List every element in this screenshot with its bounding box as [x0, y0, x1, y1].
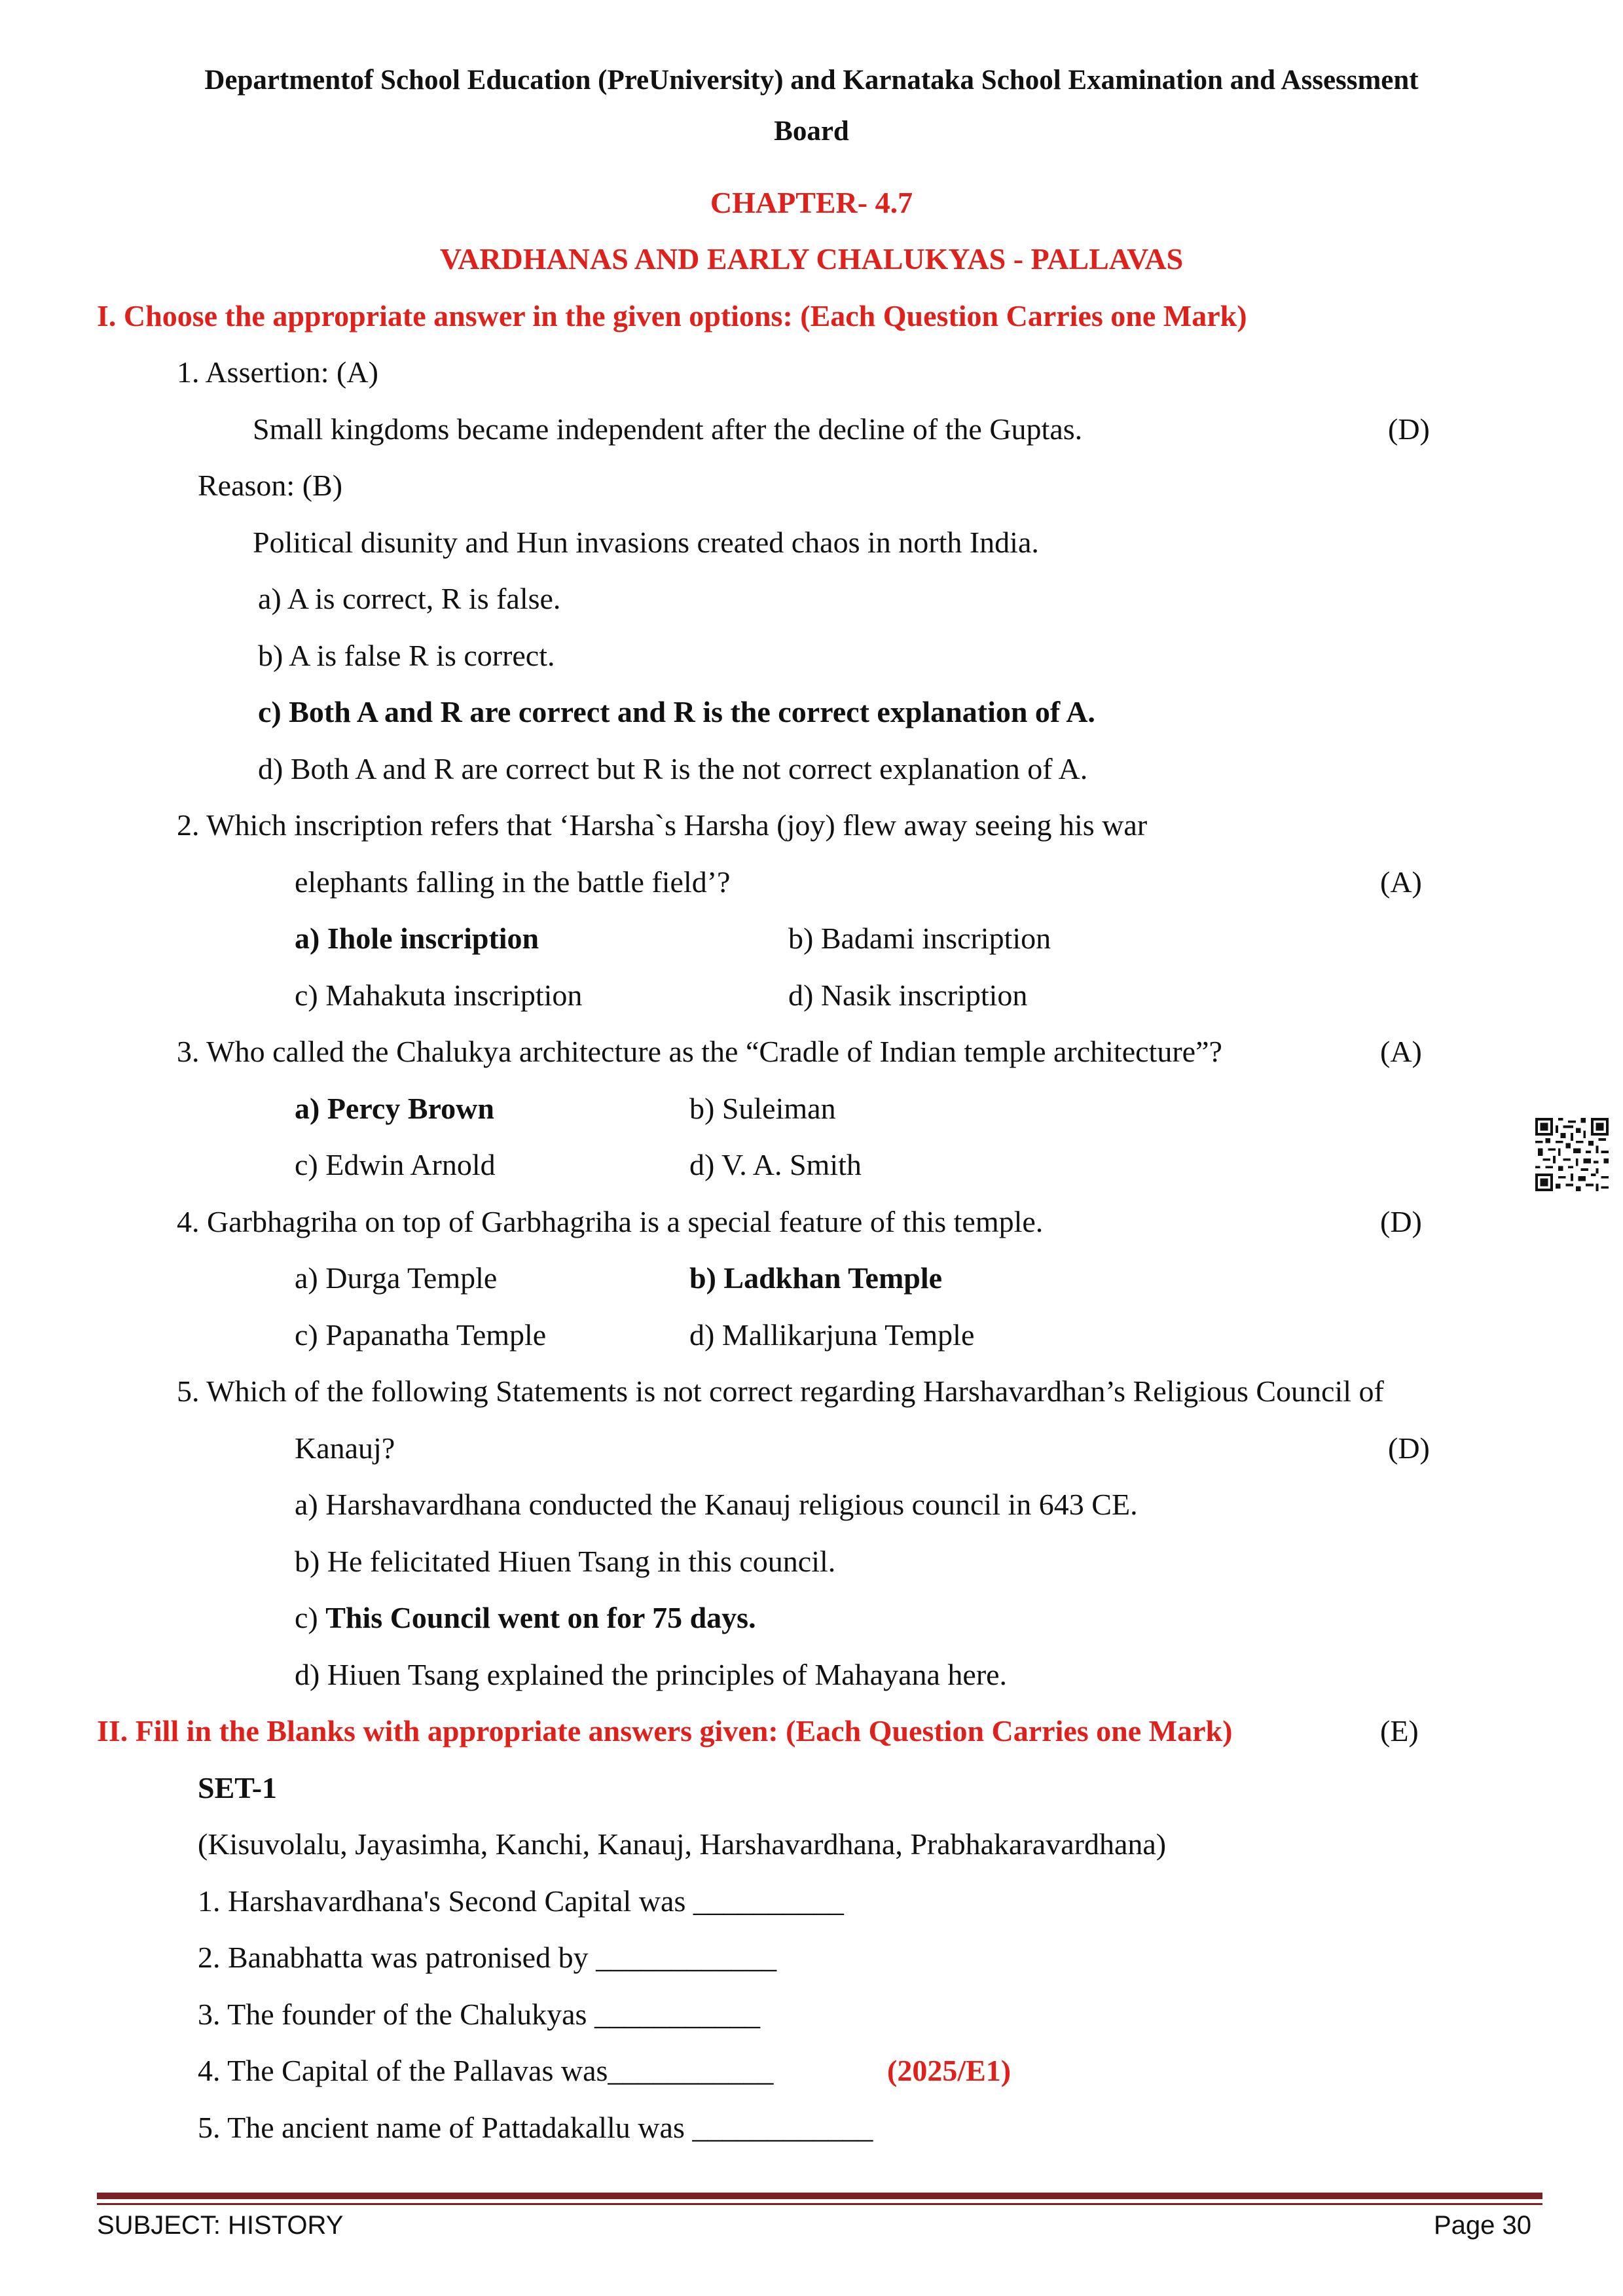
- q3-option-b: b) Suleiman: [689, 1092, 836, 1125]
- q5-option-c-answer: This Council went on for 75 days.: [325, 1601, 756, 1634]
- q5-question-line1: 5. Which of the following Statements is not correct regarding Harshavardhan’s Religious Council of: [177, 1374, 1384, 1408]
- q5-level-tag: (D): [1388, 1431, 1430, 1465]
- q3-option-d: d) V. A. Smith: [689, 1148, 862, 1181]
- q2-question-line1: 2. Which inscription refers that ‘Harsha`s Harsha (joy) flew away seeing his war: [177, 808, 1148, 842]
- q2-option-d: d) Nasik inscription: [788, 978, 1028, 1012]
- q5-option-b: b) He felicitated Hiuen Tsang in this council.: [295, 1545, 836, 1578]
- answer-options: (Kisuvolalu, Jayasimha, Kanchi, Kanauj, Harshavardhana, Prabhakaravardhana): [198, 1827, 1167, 1861]
- q2-option-b: b) Badami inscription: [788, 922, 1051, 955]
- blank-item-5: 5. The ancient name of Pattadakallu was ____________: [198, 2111, 873, 2144]
- q4-option-c: c) Papanatha Temple: [295, 1318, 547, 1352]
- q2-option-c: c) Mahakuta inscription: [295, 978, 583, 1012]
- q5-option-c: [295, 1600, 756, 1636]
- footer-subject: SUBJECT: HISTORY: [97, 2211, 344, 2240]
- section1-heading: I. Choose the appropriate answer in the given options: (Each Question Carries one Mark): [97, 299, 1247, 332]
- section2-heading: II. Fill in the Blanks with appropriate answers given: (Each Question Carries one Mark): [97, 1714, 1233, 1748]
- q3-level-tag: (A): [1380, 1035, 1422, 1068]
- q1-level-tag: (D): [1388, 412, 1430, 446]
- q4-option-b-answer: b) Ladkhan Temple: [689, 1261, 943, 1295]
- q4-option-d: d) Mallikarjuna Temple: [689, 1318, 975, 1352]
- q1-assertion-text: Small kingdoms became independent after the decline of the Guptas.: [253, 412, 1083, 446]
- q4-option-a: a) Durga Temple: [295, 1261, 498, 1295]
- q4-question: 4. Garbhagriha on top of Garbhagriha is a special feature of this temple.: [177, 1205, 1044, 1238]
- chapter-title: VARDHANAS AND EARLY CHALUKYAS - PALLAVAS: [439, 242, 1184, 276]
- q5-option-a: a) Harshavardhana conducted the Kanauj religious council in 643 CE.: [295, 1488, 1138, 1521]
- q3-option-c: c) Edwin Arnold: [295, 1148, 496, 1181]
- q2-question-line2: elephants falling in the battle field’?: [295, 865, 731, 899]
- q1-reason-label: Reason: (B): [198, 469, 343, 502]
- footer-page-number: Page 30: [1434, 2211, 1532, 2240]
- qr-code: [1535, 1118, 1609, 1191]
- q5-option-d: d) Hiuen Tsang explained the principles of Mahayana here.: [295, 1658, 1008, 1691]
- blank-item-2: 2. Banabhatta was patronised by ____________: [198, 1941, 777, 1974]
- q5-option-c-prefix: c): [295, 1601, 326, 1634]
- section2-level-tag: (E): [1380, 1714, 1419, 1748]
- q1-reason-text: Political disunity and Hun invasions created chaos in north India.: [253, 526, 1039, 559]
- board-header-line1: Departmentof School Education (PreUniversity) and Karnataka School Examination and Assessment: [204, 65, 1419, 96]
- board-header-line2: Board: [774, 116, 849, 147]
- q4-level-tag: (D): [1380, 1205, 1422, 1238]
- q1-option-c-answer: c) Both A and R are correct and R is the correct explanation of A.: [258, 695, 1095, 728]
- set-label: SET-1: [198, 1771, 278, 1804]
- footer-rule-thin: [97, 2203, 1542, 2205]
- q1-option-a: a) A is correct, R is false.: [258, 582, 561, 615]
- q2-option-a-answer: a) Ihole inscription: [295, 922, 539, 955]
- q3-option-a-answer: a) Percy Brown: [295, 1092, 494, 1125]
- q1-option-d: d) Both A and R are correct but R is the not correct explanation of A.: [258, 752, 1088, 785]
- footer-rule-thick: [97, 2193, 1542, 2199]
- chapter-number: CHAPTER- 4.7: [710, 186, 913, 219]
- blank-item-1: 1. Harshavardhana's Second Capital was __________: [198, 1884, 844, 1918]
- exam-year-tag: (2025/E1): [887, 2054, 1012, 2087]
- q3-question: 3. Who called the Chalukya architecture as the “Cradle of Indian temple architecture”?: [177, 1035, 1222, 1068]
- blank-item-3: 3. The founder of the Chalukyas ___________: [198, 1998, 760, 2031]
- blank-item-4: 4. The Capital of the Pallavas was___________: [198, 2054, 774, 2087]
- q1-option-b: b) A is false R is correct.: [258, 639, 555, 672]
- q2-level-tag: (A): [1380, 865, 1422, 899]
- q1-assertion-label: 1. Assertion: (A): [177, 355, 378, 389]
- q5-question-line2: Kanauj?: [295, 1431, 395, 1465]
